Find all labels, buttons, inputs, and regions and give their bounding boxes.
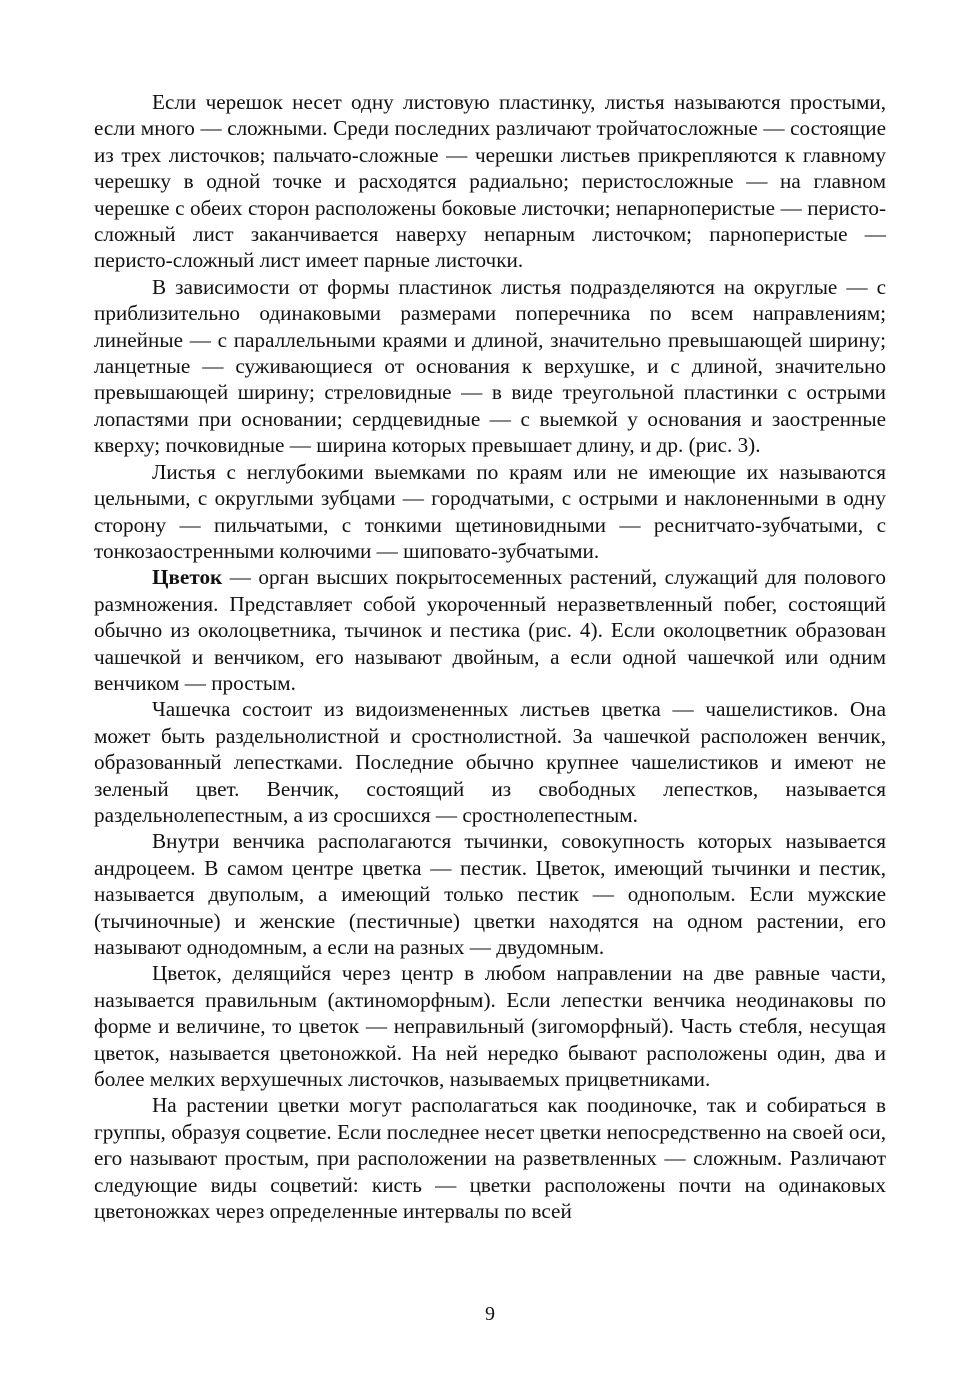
paragraph-text: Листья с неглубокими выемками по краям или не имеющие их называются цельными, с округлыми зубцами — городчатыми, с острыми и наклоненными в одну сторону — пильчатыми, с тонкими щетиновидными — реснитчато-зубчатыми, с тонкозаостренными колючими — шиповато-зубчатыми. — [94, 459, 886, 563]
paragraph-text: Внутри венчика располагаются тычинки, совокупность которых называется андроцеем. В самом центре цветка — пестик. Цветок, имеющий тычинки и пестик, называется двуполым, а имеющий только пестик — однополым. Если мужские (тычиночные) и женские (пестичные) цветки находятся на одном растении, его называют однодомным, а если на разных — двудомным. — [94, 829, 886, 959]
paragraph-text: Если черешок несет одну листовую пластинку, листья называются простыми, если много — сложными. Среди последних различают тройчатосложные — состоящие из трех листочков; пальчато-сложные — черешки листьев прикрепляются к главному черешку в одной точке и расходятся радиально; перистосложные — на главном черешке с обеих сторон расположены боковые листочки; непарноперистые — перисто-сложный лист заканчивается наверху непарным листочком; парноперистые — перисто-сложный лист имеет парные листочки. — [94, 90, 886, 273]
paragraph-text: В зависимости от формы пластинок листья подразделяются на округлые — с приблизительно одинаковыми размерами поперечника по всем направлениям; линейные — с параллельными краями и длиной, значительно превышающей ширину; ланцетные — суживающиеся от основания к верхушке, и с длиной, значительно превышающей ширину; стреловидные — в виде треугольной пластинки с острыми лопастями при основании; сердцевидные — с выемкой у основания и заостренные кверху; почковидные — ширина которых превышает длину, и др. (рис. 3). — [94, 274, 886, 458]
paragraph-stamens-pistil — [94, 828, 886, 960]
paragraph-leaf-margins — [94, 459, 886, 565]
paragraph-text: — орган высших покрытосеменных растений, служащий для полового размножения. Представляет собой укороченный неразветвленный побег, состоящий обычно из околоцветника, тычинок и пестика (рис. 4). Если околоцветник образован чашечкой и венчиком, его называют двойным, а если одной чашечкой или одним венчиком — простым. — [94, 565, 886, 695]
document-body — [94, 89, 886, 1224]
paragraph-text: На растении цветки могут располагаться как поодиночке, так и собираться в группы, образуя соцветие. Если последнее несет цветки непосредственно на своей оси, его называют простым, при расположении на разветвленных — сложным. Различают следующие виды соцветий: кисть — цветки расположены почти на одинаковых цветоножках через определенные интервалы по всей — [94, 1093, 886, 1224]
paragraph-text: Чашечка состоит из видоизмененных листьев цветка — чашелистиков. Она может быть раздельнолистной и сростнолистной. За чашечкой расположен венчик, образованный лепестками. Последние обычно крупнее чашелистиков и имеют не зеленый цвет. Венчик, состоящий из свободных лепестков, называется раздельнолепестным, а из сросшихся — сростнолепестным. — [94, 697, 886, 827]
paragraph-inflorescence — [94, 1092, 886, 1224]
page-number: 9 — [485, 1303, 495, 1325]
paragraph-calyx-corolla — [94, 696, 886, 828]
paragraph-text: Цветок, делящийся через центр в любом направлении на две равные части, называется правильным (актиноморфным). Если лепестки венчика неодинаковы по форме и величине, то цветок — неправильный (зигоморфный). Часть стебля, несущая цветок, называется цветоножкой. На ней нередко бывают расположены один, два и более мелких верхушечных листочков, называемых прицветниками. — [94, 961, 886, 1092]
term-flower: Цветок — [152, 565, 223, 590]
paragraph-leaf-shapes — [94, 274, 886, 459]
paragraph-flower-definition — [94, 564, 886, 696]
paragraph-simple-compound-leaves — [94, 89, 886, 274]
paragraph-flower-symmetry — [94, 960, 886, 1092]
